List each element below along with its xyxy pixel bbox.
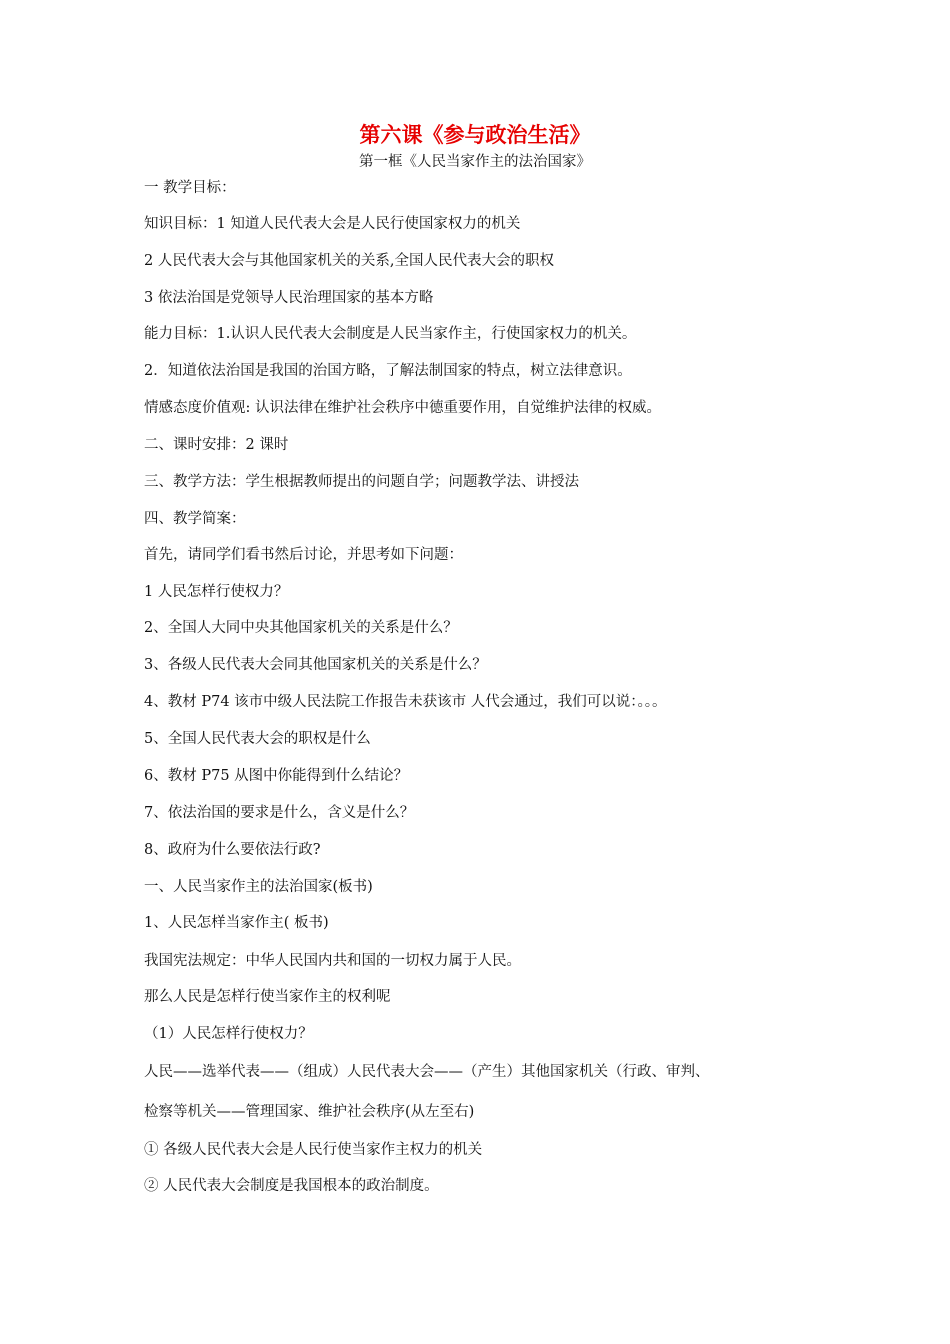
body-line: 情感态度价值观: 认识法律在维护社会秩序中德重要作用，自觉维护法律的权威。 <box>144 400 661 416</box>
body-line: 那么人民是怎样行使当家作主的权利呢 <box>144 989 391 1005</box>
body-line: ② 人民代表大会制度是我国根本的政治制度。 <box>144 1178 439 1194</box>
body-line: 4、教材 P74 该市中级人民法院工作报告未获该市 人代会通过，我们可以说：。。。 <box>144 694 667 710</box>
body-line: 1、人民怎样当家作主( 板书) <box>144 915 329 931</box>
body-line: 四、教学简案： <box>144 511 246 527</box>
body-line: 2、全国人大同中央其他国家机关的关系是什么？ <box>144 620 458 636</box>
body-line: 1 人民怎样行使权力？ <box>144 584 289 600</box>
body-line: 一、人民当家作主的法治国家(板书) <box>144 879 373 895</box>
body-line: 知识目标：1 知道人民代表大会是人民行使国家权力的机关 <box>144 216 521 232</box>
body-line: 8、政府为什么要依法行政? <box>144 842 321 858</box>
body-line: 首先，请同学们看书然后讨论，并思考如下问题： <box>144 547 463 563</box>
body-line: 6、教材 P75 从图中你能得到什么结论？ <box>144 768 409 784</box>
body-line: 一 教学目标： <box>144 180 236 196</box>
document-subtitle: 第一框《人民当家作主的法治国家》 <box>359 154 591 170</box>
body-line: 3、各级人民代表大会同其他国家机关的关系是什么？ <box>144 657 487 673</box>
body-line: 能力目标：1.认识人民代表大会制度是人民当家作主，行使国家权力的机关。 <box>144 326 637 342</box>
body-line: （1）人民怎样行使权力？ <box>144 1026 313 1042</box>
body-line: 2 人民代表大会与其他国家机关的关系,全国人民代表大会的职权 <box>144 253 554 269</box>
body-line: 7、依法治国的要求是什么，含义是什么？ <box>144 805 415 821</box>
body-line: 二、课时安排：2 课时 <box>144 437 289 453</box>
document-title: 第六课《参与政治生活》 <box>359 122 591 147</box>
body-line: 三、教学方法：学生根据教师提出的问题自学；问题教学法、讲授法 <box>144 474 579 490</box>
body-line: 检察等机关——管理国家、维护社会秩序(从左至右) <box>144 1104 475 1120</box>
body-line: ① 各级人民代表大会是人民行使当家作主权力的机关 <box>144 1142 483 1158</box>
body-line: 3 依法治国是党领导人民治理国家的基本方略 <box>144 290 434 306</box>
body-line: 人民——选举代表——（组成）人民代表大会——（产生）其他国家机关（行政、审判、 <box>144 1064 710 1080</box>
body-line: 我国宪法规定：中华人民国内共和国的一切权力属于人民。 <box>144 953 521 969</box>
body-line: 5、全国人民代表大会的职权是什么 <box>144 731 371 747</box>
body-line: 2．知道依法治国是我国的治国方略，了解法制国家的特点，树立法律意识。 <box>144 363 632 379</box>
